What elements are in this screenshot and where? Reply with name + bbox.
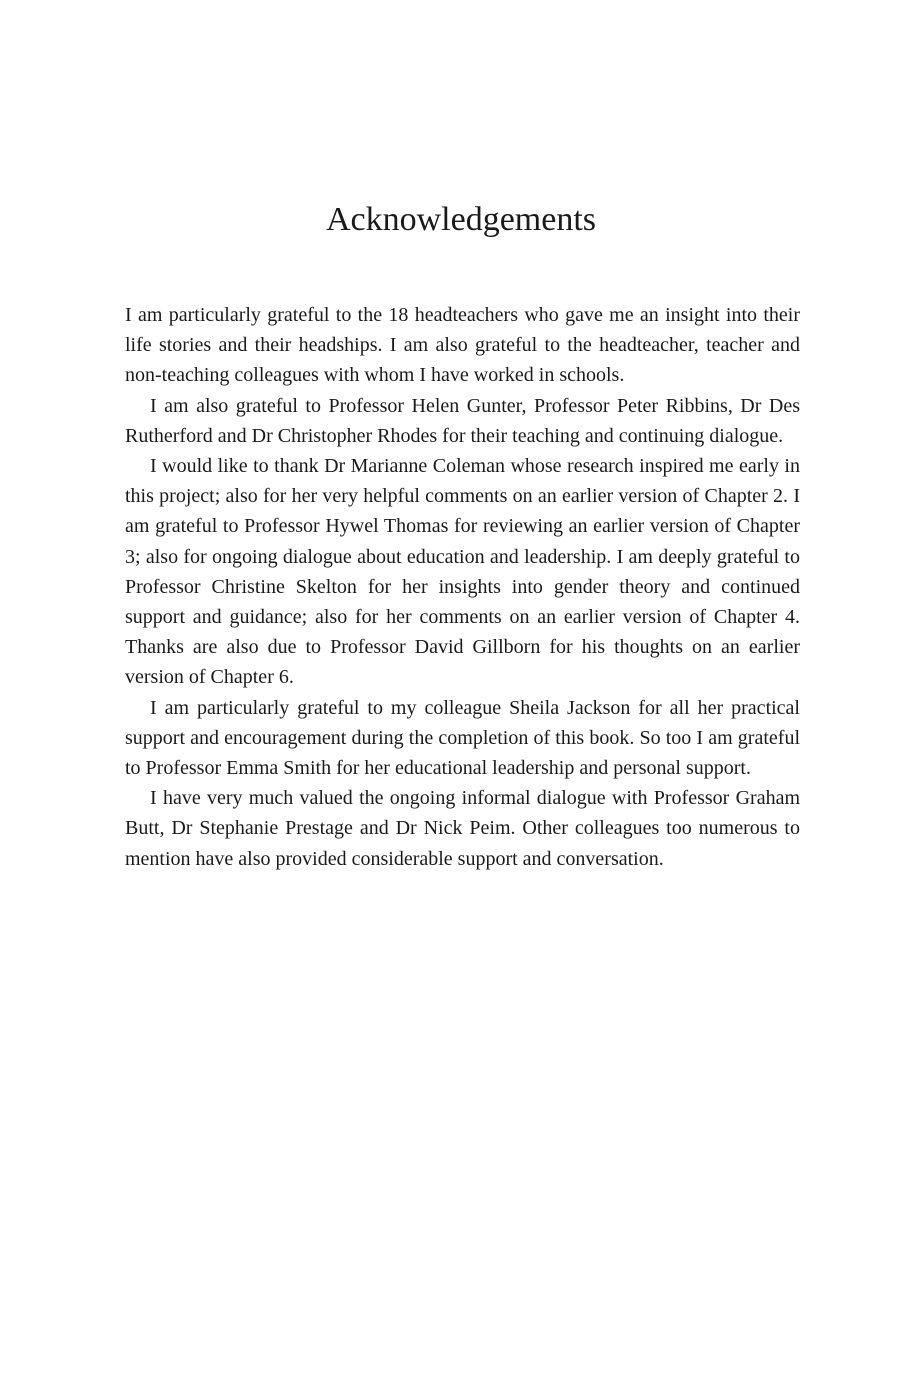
paragraph-2: I am also grateful to Professor Helen Gunter, Professor Peter Ribbins, Dr Des Rutherford and Dr Christopher Rhodes for their teaching and continuing dialogue. [125,394,800,447]
paragraph-1: I am particularly grateful to the 18 headteachers who gave me an insight into their life stories and their headships. I am also grateful to the headteacher, teacher and non-teaching colleagues with whom I have worked in schools. [125,304,800,387]
page-title: Acknowledgements [325,201,597,238]
paragraph-5: I have very much valued the ongoing informal dialogue with Professor Graham Butt, Dr Stephanie Prestage and Dr Nick Peim. Other colleagues too numerous to mention have also provided considerable support and conversation. [125,787,800,870]
paragraph-3: I would like to thank Dr Marianne Coleman whose research inspired me early in this project; also for her very helpful comments on an earlier version of Chapter 2. I am grateful to Professor Hywel Thomas for reviewing an earlier version of Chapter 3; also for ongoing dialogue about education and leadership. I am deeply grateful to Professor Christine Skelton for her insights into gender theory and continued support and guidance; also for her comments on an earlier version of Chapter 4. Thanks are also due to Professor David Gillborn for his thoughts on an earlier version of Chapter 6. [125,455,800,689]
body-text [125,300,800,874]
paragraph-4: I am particularly grateful to my colleague Sheila Jackson for all her practical support and encouragement during the completion of this book. So too I am grateful to Professor Emma Smith for her educational leadership and personal support. [125,696,800,780]
